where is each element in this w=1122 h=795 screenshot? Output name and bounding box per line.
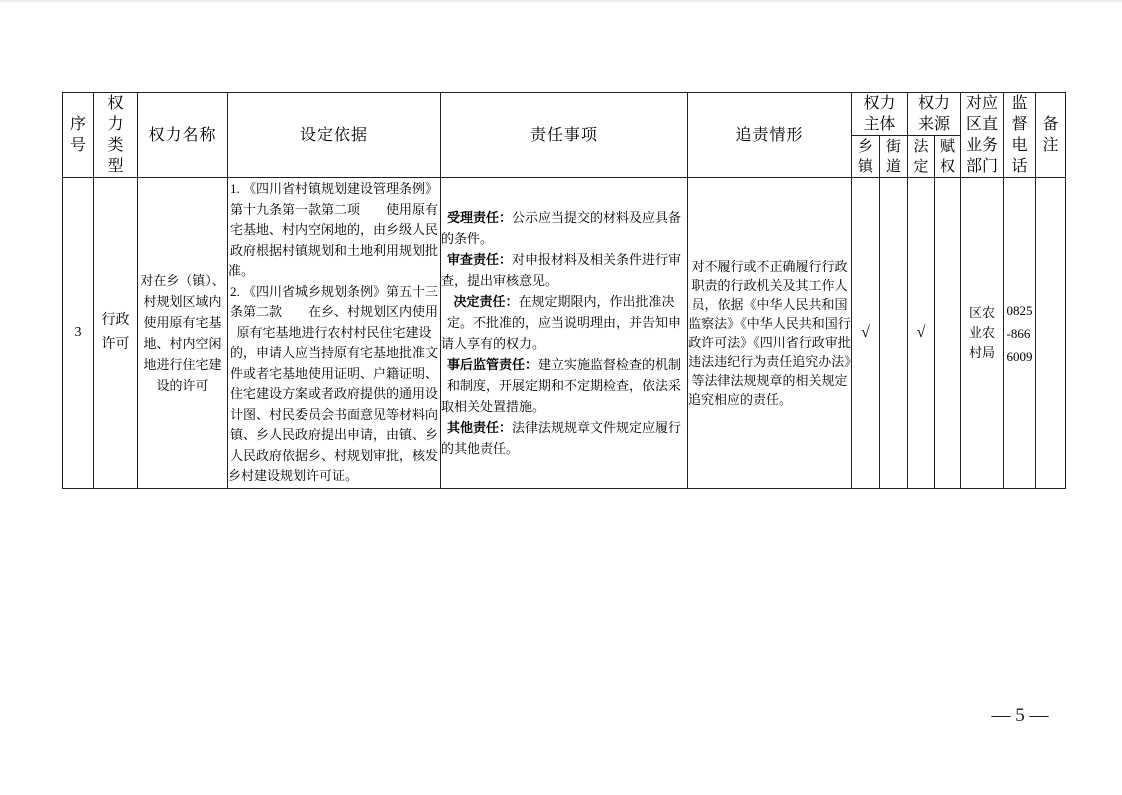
header-power-type [94,93,138,178]
subheader-street [880,136,908,178]
duty-item-label: 审查责任： [446,252,512,267]
header-supervision-phone-label: 监督电话 [1011,95,1028,175]
cell-statutory-check: √ [908,178,935,489]
header-power-subject-label: 权力主体 [863,95,896,133]
header-power-source-label: 权力来源 [918,95,951,133]
duty-item-label: 其他责任： [446,420,512,435]
duty-item [441,354,687,417]
cell-power-name: 对在乡（镇）、村规划区域内使用原有宅基地、村内空闲地进行住宅建设的许可 [138,178,228,489]
header-accountability-situations-label: 追责情形 [735,126,804,144]
subheader-statutory-label: 法定 [913,137,929,175]
duty-item-label: 事后监管责任： [446,357,538,372]
duty-item-label: 决定责任： [453,294,519,309]
duty-item-text: 对申报材料及相关条件进行审查，提出审核意见。 [441,252,682,288]
subheader-street-label: 街道 [885,137,901,175]
cell-power-type [94,178,138,489]
cell-power-type-text: 行政许可 [101,313,130,352]
duty-item [441,291,687,354]
duty-item-text: 公示应当提交的材料及应具备的条件。 [441,210,682,246]
subheader-township [852,136,880,178]
header-power-source [908,93,961,136]
legal-basis-item: 2. 《四川省城乡规划条例》第五十三条第二款 在乡、村规划区内使用原有宅基地进行农村村民住宅建设的，申请人应当持原有宅基地批准文件或者宅基地使用证明、户籍证明、住宅建设方案或者政府提供的通用设计图、村民委员会书面意见等材料向镇、乡人民政府提出申请，由镇、乡人民政府依据乡、村规划审批，核发乡村建设规划许可证。 [228,283,438,484]
cell-responsibility-items [441,178,688,489]
subheader-township-label: 乡镇 [857,137,873,175]
cell-remarks [1036,178,1066,489]
cell-legal-basis [228,178,441,489]
power-list-table [62,92,1066,489]
duty-item-text: 在规定期限内，作出批准决定。不批准的，应当说明理由，并告知申请人享有的权力。 [441,294,681,351]
duty-item-label: 受理责任： [446,210,512,225]
header-power-name [138,93,228,178]
header-responsibility-items-label: 责任事项 [529,126,598,144]
cell-district-department-text: 区农业农村局 [969,305,996,360]
page-number: — 5 — [991,705,1049,726]
cell-supervision-phone [1004,178,1036,489]
cell-street-check [880,178,908,489]
cell-district-department [961,178,1004,489]
cell-accountability: 对不履行或不正确履行行政职责的行政机关及其工作人员，依据《中华人民共和国监察法》《中华人民共和国行政许可法》《四川省行政审批违法违纪行为责任追究办法》等法律法规规章的相关规定追究相应的责任。 [688,178,852,489]
header-power-name-label: 权力名称 [148,126,217,144]
header-serial-number-label: 序号 [69,116,86,154]
header-district-department [961,93,1004,178]
subheader-delegated [935,136,961,178]
header-legal-basis-label: 设定依据 [299,126,368,144]
legal-basis-item: 1. 《四川省村镇规划建设管理条例》第十九条第一款第二项 使用原有宅基地、村内空闲地的，由乡级人民政府根据村镇规划和土地利用规划批准。 [228,181,438,279]
duty-item [441,417,687,459]
subheader-delegated-label: 赋权 [940,137,956,175]
cell-serial-number: 3 [63,178,94,489]
header-accountability-situations [688,93,852,178]
header-responsibility-items [441,93,688,178]
cell-township-check: √ [852,178,880,489]
duty-item [441,249,687,291]
header-district-department-label: 对应区直业务部门 [966,95,999,175]
subheader-statutory [908,136,935,178]
header-remarks-label: 备注 [1042,116,1059,154]
header-supervision-phone [1004,93,1036,178]
duty-item-text: 建立实施监督检查的机制和制度，开展定期和不定期检查，依法采取相关处置措施。 [441,357,682,414]
header-power-type-label: 权力类型 [107,95,124,175]
duty-item [441,207,687,249]
cell-supervision-phone-text: 0825-8666009 [1006,302,1033,364]
header-serial-number [63,93,94,178]
header-legal-basis [228,93,441,178]
header-power-subject [852,93,908,136]
cell-delegated-check [935,178,961,489]
header-remarks [1036,93,1066,178]
duty-item-text: 法律法规规章文件规定应履行的其他责任。 [441,420,682,456]
